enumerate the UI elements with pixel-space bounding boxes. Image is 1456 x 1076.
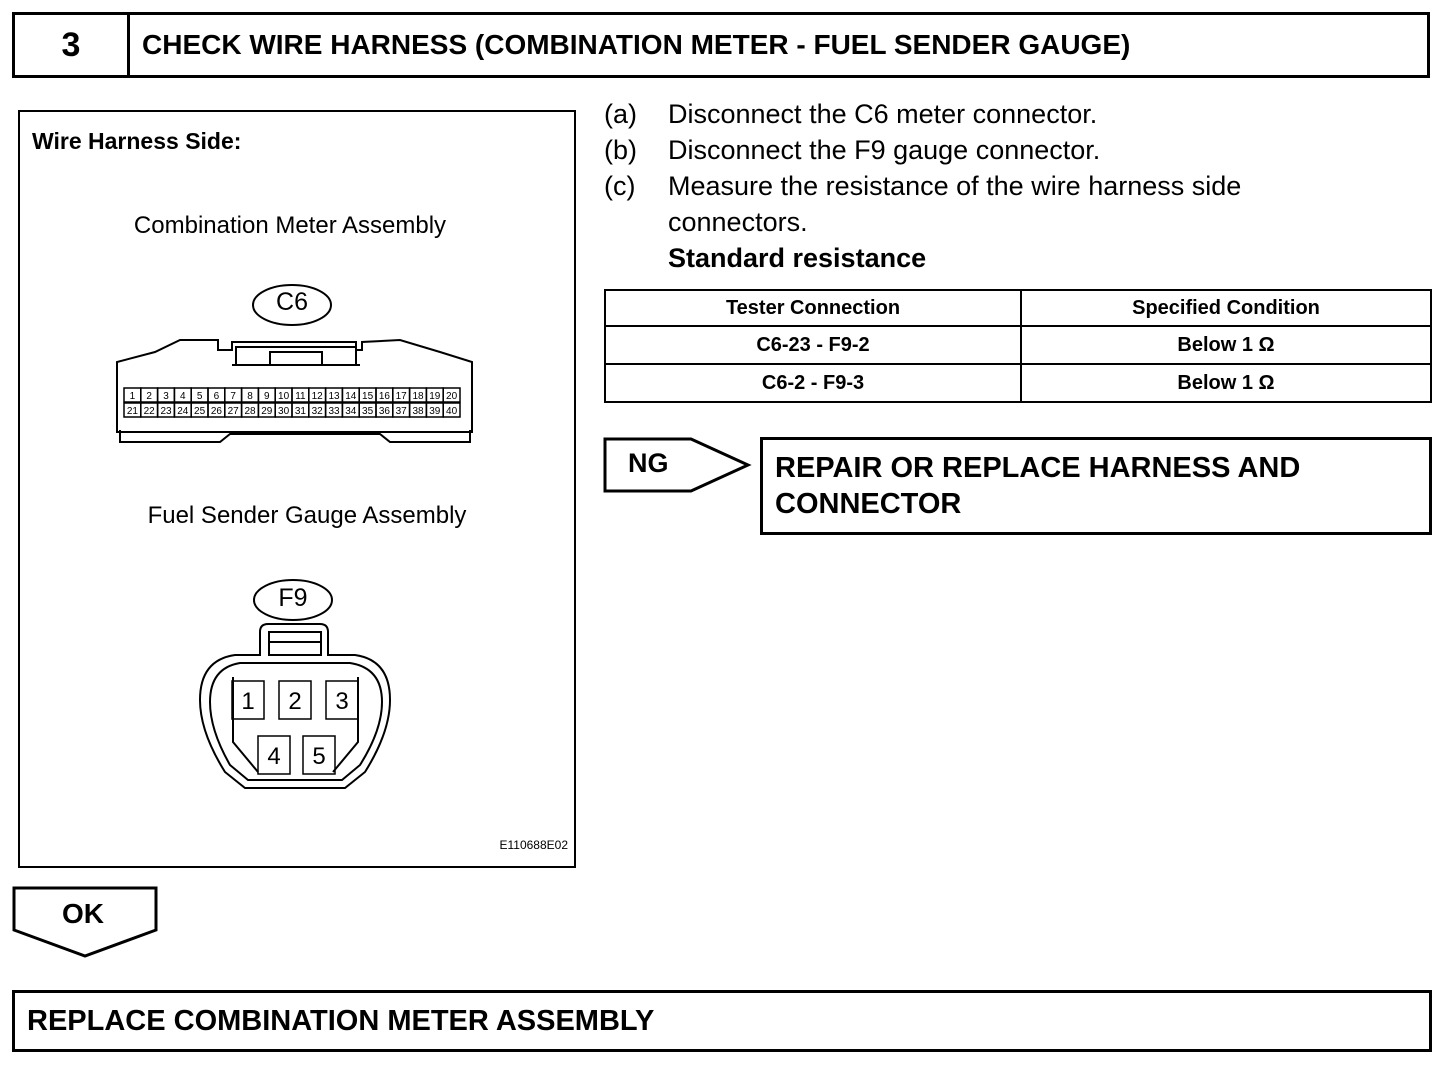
c6-pin-label: 15 <box>362 391 374 402</box>
ok-label: OK <box>62 898 104 929</box>
c6-pin-label: 18 <box>412 391 424 402</box>
f9-pin-label: 2 <box>288 688 302 715</box>
c6-pin-label: 17 <box>395 391 407 402</box>
c6-pin-label: 3 <box>163 391 169 402</box>
c6-pin-label: 22 <box>143 406 155 417</box>
c6-pin-label: 12 <box>311 391 323 402</box>
table-cell: C6-23 - F9-2 <box>605 326 1021 364</box>
c6-pin-label: 31 <box>294 406 306 417</box>
step-letter: (a) <box>604 99 637 129</box>
f9-connector-tag: F9 <box>278 584 308 612</box>
c6-pin-label: 21 <box>126 406 138 417</box>
table-row <box>605 364 1431 402</box>
table-header-row <box>605 290 1431 326</box>
step-text: Measure the resistance of the wire harness side connectors. <box>668 171 1242 237</box>
ng-arrow-icon <box>603 437 753 495</box>
table-row <box>605 326 1431 364</box>
c6-pin-label: 13 <box>328 391 340 402</box>
wire-harness-side-label: Wire Harness Side: <box>32 128 242 154</box>
c6-pin-label: 6 <box>213 391 220 402</box>
c6-pin-label: 33 <box>328 406 340 417</box>
fuel-gauge-title: Fuel Sender Gauge Assembly <box>147 502 467 529</box>
c6-pin-label: 29 <box>261 406 273 417</box>
c6-pin-label: 7 <box>230 391 236 402</box>
c6-pin-label: 25 <box>194 406 206 417</box>
c6-pin-label: 9 <box>264 391 270 402</box>
table-cell: Below 1 Ω <box>1021 326 1431 364</box>
c6-pin-label: 35 <box>362 406 374 417</box>
final-action-box: REPLACE COMBINATION METER ASSEMBLY <box>12 990 1432 1052</box>
step-letter: (b) <box>604 135 637 165</box>
c6-pin-label: 40 <box>446 406 458 417</box>
step-header <box>12 12 1430 78</box>
c6-pin-label: 34 <box>345 406 357 417</box>
c6-pin-label: 20 <box>446 391 458 402</box>
standard-resistance-label: Standard resistance <box>668 243 927 273</box>
c6-pin-label: 28 <box>244 406 256 417</box>
step-text: Disconnect the F9 gauge connector. <box>668 135 1101 165</box>
ng-action-box: REPAIR OR REPLACE HARNESS AND CONNECTOR <box>760 437 1432 535</box>
c6-pin-label: 19 <box>429 391 441 402</box>
c6-pin-label: 32 <box>311 406 323 417</box>
f9-pin-grid <box>232 681 358 774</box>
step-b <box>604 132 1434 168</box>
step-number: 3 <box>15 15 130 75</box>
meter-assembly-title: Combination Meter Assembly <box>133 212 447 239</box>
c6-pin-label: 1 <box>129 391 136 402</box>
standard-resistance-table <box>604 289 1432 403</box>
table-header: Tester Connection <box>605 290 1021 326</box>
step-text: Disconnect the C6 meter connector. <box>668 99 1098 129</box>
c6-pin-label: 16 <box>378 391 390 402</box>
c6-pin-label: 8 <box>247 391 253 402</box>
c6-pin-label: 4 <box>180 391 186 402</box>
c6-pin-label: 23 <box>160 406 172 417</box>
c6-pin-label: 5 <box>196 391 203 402</box>
c6-pin-label: 2 <box>146 391 152 402</box>
c6-pin-grid <box>124 388 460 417</box>
table-header: Specified Condition <box>1021 290 1431 326</box>
connector-figure <box>18 110 576 868</box>
c6-pin-label: 10 <box>278 391 290 402</box>
f9-pin-label: 1 <box>241 688 255 715</box>
c6-pin-label: 26 <box>210 406 222 417</box>
c6-pin-label: 27 <box>227 406 239 417</box>
c6-pin-label: 11 <box>295 391 306 402</box>
c6-pin-label: 30 <box>278 406 290 417</box>
c6-pin-label: 24 <box>177 406 189 417</box>
c6-pin-label: 36 <box>378 406 390 417</box>
table-cell: C6-2 - F9-3 <box>605 364 1021 402</box>
instruction-steps <box>604 96 1434 276</box>
table-cell: Below 1 Ω <box>1021 364 1431 402</box>
f9-pin-label: 4 <box>267 743 281 770</box>
c6-pin-label: 38 <box>412 406 424 417</box>
step-letter: (c) <box>604 171 636 201</box>
step-title: CHECK WIRE HARNESS (COMBINATION METER - FUEL SENDER GAUGE) <box>142 29 1131 60</box>
c6-pin-label: 39 <box>429 406 441 417</box>
c6-connector-tag: C6 <box>276 288 308 316</box>
step-c <box>604 168 1434 240</box>
c6-pin-label: 37 <box>395 406 407 417</box>
step-a <box>604 96 1434 132</box>
ng-label: NG <box>628 448 669 478</box>
figure-id: E110688E02 <box>499 838 568 852</box>
f9-pin-label: 3 <box>335 688 349 715</box>
c6-pin-label: 14 <box>345 391 357 402</box>
f9-pin-label: 5 <box>312 743 326 770</box>
